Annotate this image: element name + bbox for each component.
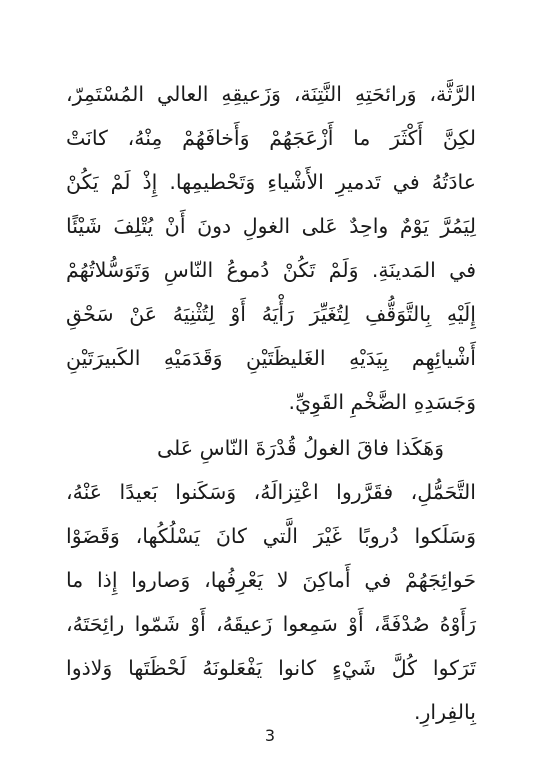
page-number: 3	[264, 726, 276, 745]
text-line: عادَتُهُ في تَدميرِ الأَشْياءِ وَتَحْطيمِها. إِذْ لَمْ يَكُنْ	[66, 170, 476, 194]
paragraph-2	[66, 426, 476, 734]
text-line: وَسَلَكوا دُروبًا غَيْرَ الَّتي كانَ يَسْلُكُها، وَقَضَوْا	[66, 524, 476, 548]
text-line: في المَدينَةِ. وَلَمْ تَكُنْ دُموعُ النّاسِ وَتَوَسُّلاتُهُمْ	[66, 258, 476, 282]
text-line: تَرَكوا كُلَّ شَيْءٍ كانوا يَفْعَلونَهُ لَحْظَتَها وَلاذوا	[66, 656, 476, 680]
paragraph-1	[66, 72, 476, 424]
text-line: وَجَسَدِهِ الضَّخْمِ القَوِيِّ.	[288, 390, 476, 414]
text-line: حَوائِجَهُمْ في أَماكِنَ لا يَعْرِفُها، وَصاروا إِذا ما	[66, 568, 476, 592]
text-line: أَشْيائِهِم بِيَدَيْهِ الغَليظَتَيْنِ وَقَدَمَيْهِ الكَبيرَتَيْنِ	[66, 346, 476, 370]
text-line: بِالفِرارِ.	[414, 700, 476, 724]
text-line: الرَّثَّة، وَرائحَتِهِ النَّتِنَة، وَزَعيقِهِ العالي المُسْتَمِرّ،	[66, 82, 476, 106]
text-line: إِلَيْهِ بِالتَّوَقُّفِ لِتُغَيِّرَ رَأْيَهُ أَوْ لِتُثْنِيَهُ عَنْ سَحْقِ	[66, 302, 476, 326]
text-line: وَهَكَذا فاقَ الغولُ قُدْرَةَ النّاسِ عَلى	[156, 436, 444, 460]
text-line: رَأَوْهُ صُدْفَةً، أَوْ سَمِعوا زَعيقَهُ، أَوْ شَمّوا رائِحَتَهُ،	[66, 612, 476, 636]
text-line: التَّحَمُّلِ، فقَرَّروا اعْتِزالَهُ، وَسَكَنوا بَعيدًا عَنْهُ،	[66, 480, 476, 504]
text-line: لكِنَّ أَكْثَرَ ما أَزْعَجَهُمْ وَأَخافَهُمْ مِنْهُ، كانَتْ	[66, 126, 476, 150]
text-line: لِيَمُرَّ يَوْمٌ واحِدٌ عَلى الغولِ دونَ أَنْ يُتْلِفَ شَيْئًا	[66, 214, 476, 238]
